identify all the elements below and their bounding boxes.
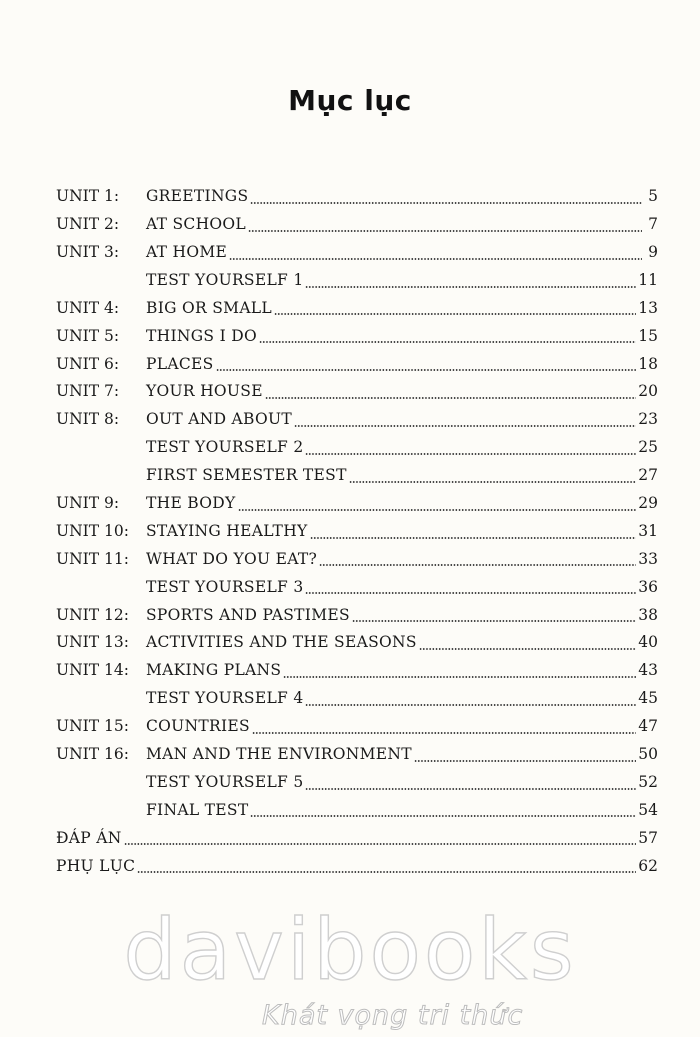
unit-label: UNIT 14: bbox=[56, 661, 129, 680]
table-of-contents bbox=[56, 183, 658, 880]
entry-title: BIG OR SMALL bbox=[146, 298, 272, 317]
toc-row-unit-14[interactable] bbox=[56, 657, 658, 685]
unit-label: UNIT 7: bbox=[56, 382, 120, 401]
page-number: 45 bbox=[638, 689, 658, 708]
unit-label: UNIT 3: bbox=[56, 242, 120, 261]
page-number: 15 bbox=[638, 326, 658, 345]
unit-label: UNIT 13: bbox=[56, 633, 129, 652]
entry-title: COUNTRIES bbox=[146, 717, 250, 736]
page-number: 36 bbox=[638, 577, 658, 596]
toc-row-unit-16[interactable] bbox=[56, 741, 658, 769]
entry-title: TEST YOURSELF 1 bbox=[146, 270, 304, 289]
watermark-tagline: Khát vọng tri thức bbox=[262, 1000, 524, 1031]
entry-title: GREETINGS bbox=[146, 187, 249, 206]
dot-leader bbox=[419, 648, 636, 650]
dot-leader bbox=[265, 397, 636, 399]
entry-title: MAN AND THE ENVIRONMENT bbox=[146, 745, 412, 763]
page-number: 25 bbox=[638, 438, 658, 457]
toc-row-unit-9[interactable] bbox=[56, 490, 658, 518]
page-title: Mục lục bbox=[288, 84, 412, 117]
dot-leader bbox=[310, 537, 637, 539]
entry-title: TEST YOURSELF 3 bbox=[146, 577, 304, 596]
dot-leader bbox=[259, 341, 636, 343]
toc-row-unit-10[interactable] bbox=[56, 518, 658, 546]
unit-label: UNIT 12: bbox=[56, 605, 129, 624]
dot-leader bbox=[352, 620, 636, 622]
toc-row-unit-11[interactable] bbox=[56, 546, 658, 574]
dot-leader bbox=[274, 313, 636, 315]
entry-title: THINGS I DO bbox=[146, 326, 257, 345]
page-number: 9 bbox=[648, 242, 658, 261]
page-number: 31 bbox=[638, 521, 658, 540]
toc-row-appendix[interactable] bbox=[56, 852, 658, 880]
page-number: 23 bbox=[638, 410, 658, 429]
entry-title: MAKING PLANS bbox=[146, 661, 282, 680]
entry-title: TEST YOURSELF 5 bbox=[146, 772, 304, 791]
toc-row-unit-4[interactable] bbox=[56, 295, 658, 323]
page-number: 27 bbox=[638, 466, 658, 485]
entry-title: FIRST SEMESTER TEST bbox=[146, 466, 347, 485]
unit-label: UNIT 8: bbox=[56, 410, 120, 429]
page-number: 54 bbox=[638, 800, 658, 819]
page-number: 29 bbox=[638, 493, 658, 512]
entry-title: AT HOME bbox=[146, 242, 228, 261]
page-number: 7 bbox=[648, 215, 658, 234]
page-number: 11 bbox=[638, 270, 658, 289]
page-number: 38 bbox=[638, 605, 658, 624]
page-number: 50 bbox=[638, 745, 658, 763]
page-number: 57 bbox=[638, 828, 658, 847]
entry-title: TEST YOURSELF 2 bbox=[146, 438, 304, 457]
toc-row-first-semester-test[interactable] bbox=[56, 462, 658, 490]
toc-row-unit-12[interactable] bbox=[56, 601, 658, 629]
unit-label: UNIT 16: bbox=[56, 745, 129, 763]
dot-leader bbox=[137, 871, 636, 873]
page-number: 13 bbox=[638, 298, 658, 317]
toc-row-unit-2[interactable] bbox=[56, 211, 658, 239]
dot-leader bbox=[414, 760, 636, 762]
dot-leader bbox=[216, 369, 637, 371]
dot-leader bbox=[294, 425, 636, 427]
toc-row-test-yourself-1[interactable] bbox=[56, 267, 658, 295]
entry-title: AT SCHOOL bbox=[146, 215, 247, 234]
toc-row-test-yourself-3[interactable] bbox=[56, 573, 658, 601]
toc-row-final-test[interactable] bbox=[56, 797, 658, 825]
page-number: 52 bbox=[638, 772, 658, 791]
toc-row-unit-7[interactable] bbox=[56, 378, 658, 406]
toc-row-unit-5[interactable] bbox=[56, 322, 658, 350]
toc-row-unit-3[interactable] bbox=[56, 239, 658, 267]
entry-title: SPORTS AND PASTIMES bbox=[146, 605, 350, 624]
page-number: 43 bbox=[638, 661, 658, 680]
toc-row-test-yourself-5[interactable] bbox=[56, 769, 658, 797]
dot-leader bbox=[248, 230, 642, 232]
toc-row-unit-1[interactable] bbox=[56, 183, 658, 211]
unit-label: UNIT 9: bbox=[56, 493, 120, 512]
toc-row-unit-8[interactable] bbox=[56, 406, 658, 434]
dot-leader bbox=[250, 202, 642, 204]
watermark-brand-name: davibooks bbox=[123, 901, 577, 999]
entry-title: STAYING HEALTHY bbox=[146, 521, 308, 540]
entry-title: THE BODY bbox=[146, 493, 236, 512]
dot-leader bbox=[319, 564, 636, 566]
dot-leader bbox=[252, 732, 636, 734]
dot-leader bbox=[305, 592, 636, 594]
entry-title: TEST YOURSELF 4 bbox=[146, 689, 304, 708]
unit-label: UNIT 6: bbox=[56, 354, 120, 373]
entry-title: WHAT DO YOU EAT? bbox=[146, 549, 318, 568]
unit-label: UNIT 15: bbox=[56, 717, 129, 736]
dot-leader bbox=[305, 788, 636, 790]
toc-row-test-yourself-4[interactable] bbox=[56, 685, 658, 713]
page-number: 47 bbox=[638, 717, 658, 736]
dot-leader bbox=[124, 843, 637, 845]
page-number: 33 bbox=[638, 549, 658, 568]
page-number: 62 bbox=[638, 856, 658, 875]
page-number: 40 bbox=[638, 633, 658, 652]
entry-title: PLACES bbox=[146, 354, 214, 373]
toc-row-unit-6[interactable] bbox=[56, 350, 658, 378]
toc-row-unit-13[interactable] bbox=[56, 629, 658, 657]
unit-label: UNIT 5: bbox=[56, 326, 120, 345]
entry-title: PHỤ LỤC bbox=[56, 856, 136, 875]
page-number: 20 bbox=[638, 382, 658, 401]
dot-leader bbox=[305, 453, 636, 455]
page-number: 5 bbox=[648, 187, 658, 206]
toc-row-answer-key[interactable] bbox=[56, 824, 658, 852]
dot-leader bbox=[305, 286, 636, 288]
toc-row-unit-15[interactable] bbox=[56, 713, 658, 741]
entry-title: ACTIVITIES AND THE SEASONS bbox=[146, 633, 417, 652]
entry-title: FINAL TEST bbox=[146, 800, 249, 819]
dot-leader bbox=[283, 676, 636, 678]
dot-leader bbox=[238, 509, 637, 511]
dot-leader bbox=[305, 704, 636, 706]
entry-title: YOUR HOUSE bbox=[146, 382, 263, 401]
page-number: 18 bbox=[638, 354, 658, 373]
dot-leader bbox=[250, 815, 636, 817]
publisher-watermark bbox=[0, 901, 700, 1031]
unit-label: UNIT 2: bbox=[56, 215, 120, 234]
unit-label: UNIT 4: bbox=[56, 298, 120, 317]
dot-leader bbox=[229, 258, 642, 260]
toc-row-test-yourself-2[interactable] bbox=[56, 434, 658, 462]
entry-title: ĐÁP ÁN bbox=[56, 828, 122, 847]
unit-label: UNIT 11: bbox=[56, 549, 129, 568]
unit-label: UNIT 10: bbox=[56, 521, 129, 540]
dot-leader bbox=[349, 481, 637, 483]
entry-title: OUT AND ABOUT bbox=[146, 410, 293, 429]
unit-label: UNIT 1: bbox=[56, 187, 120, 206]
